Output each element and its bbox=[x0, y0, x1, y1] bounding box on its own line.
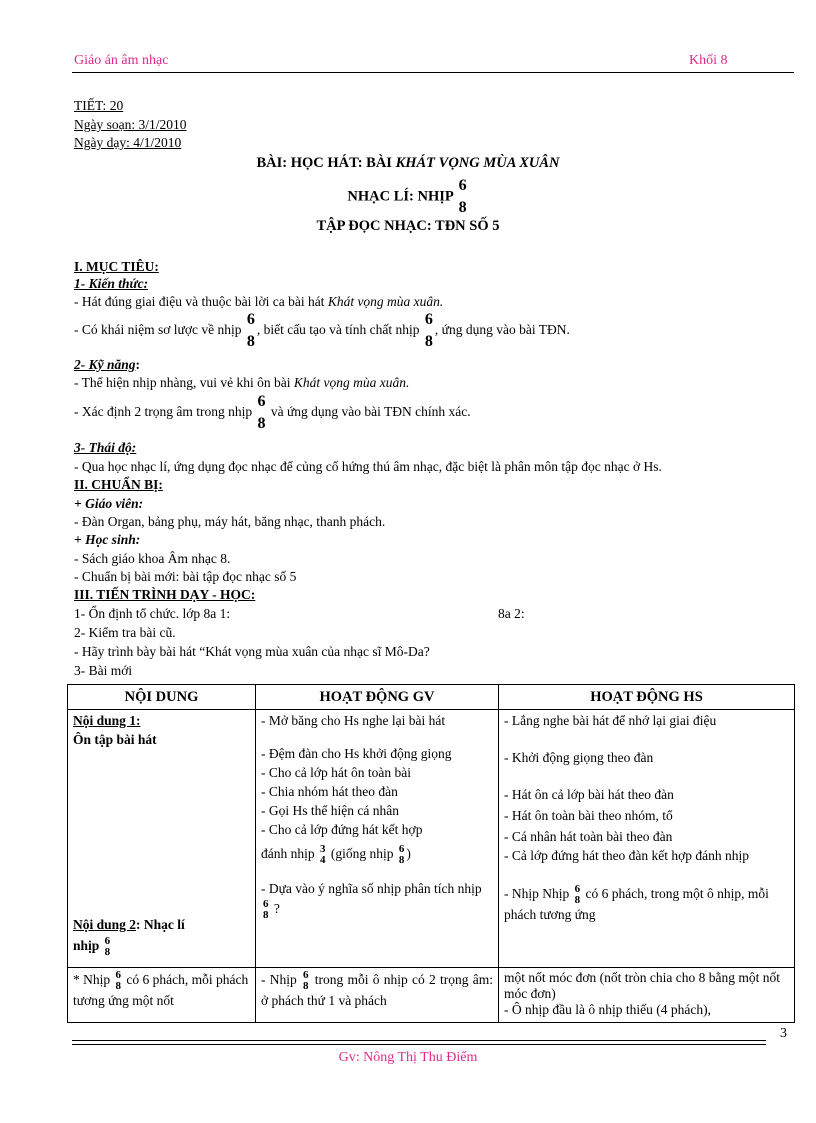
teacher-step: - Dựa vào ý nghĩa số nhịp phân tích nhịp 6 8 ? bbox=[261, 880, 482, 921]
prep-date: Ngày soạn: 3/1/2010 bbox=[74, 117, 187, 132]
time-signature-6-8: 6 8 bbox=[246, 311, 255, 350]
header-divider bbox=[72, 72, 794, 73]
student-heading: + Học sinh: bbox=[74, 532, 141, 547]
table-row bbox=[68, 968, 795, 1023]
title-line2 bbox=[0, 178, 816, 216]
header-grade: Khối 8 bbox=[689, 53, 728, 68]
step-1-class-b: 8a 2: bbox=[498, 606, 525, 621]
col-header-student: HOẠT ĐỘNG HS bbox=[499, 685, 795, 710]
section1-heading: I. MỤC TIÊU: bbox=[74, 259, 159, 274]
title-line3: TẬP ĐỌC NHẠC: TĐN SỐ 5 bbox=[316, 218, 500, 234]
content-2-nhip: nhịp 6 8 bbox=[73, 935, 111, 959]
content-1-title: Nội dung 1: bbox=[73, 713, 141, 729]
time-signature-6-8: 6 8 bbox=[257, 393, 266, 432]
teacher-step: - Chia nhóm hát theo đàn bbox=[261, 783, 398, 799]
student-step: - Cả lớp đứng hát theo đàn kết hợp đánh nhịp bbox=[504, 847, 750, 863]
teacher-item-1: - Đàn Organ, bảng phụ, máy hát, băng nhạc, thanh phách. bbox=[74, 514, 386, 529]
lesson-plan-table bbox=[67, 684, 795, 1023]
col-header-content: NỘI DUNG bbox=[68, 685, 256, 710]
step-3: 3- Bài mới bbox=[74, 663, 133, 678]
teacher-cell bbox=[256, 710, 499, 968]
step-1: 1- Ổn định tổ chức. lớp 8a 1: bbox=[74, 606, 231, 621]
student-step: - Ô nhịp đầu là ô nhịp thiếu (4 phách), bbox=[504, 1002, 711, 1018]
knowledge-heading: 1- Kiến thức: bbox=[74, 276, 149, 291]
teacher-heading: + Giáo viên: bbox=[74, 496, 144, 511]
teacher-step: - Cho cả lớp hát ôn toàn bài bbox=[261, 765, 411, 781]
knowledge-item-1: - Hát đúng giai điệu và thuộc bài lời ca bài hát Khát vọng mùa xuân. bbox=[74, 294, 444, 309]
teach-date: Ngày dạy: 4/1/2010 bbox=[74, 135, 182, 150]
title-line1 bbox=[0, 155, 816, 172]
title-song: KHÁT VỌNG MÙA XUÂN bbox=[395, 155, 560, 171]
footer-author: Gv: Nông Thị Thu Điểm bbox=[338, 1050, 478, 1065]
table-row bbox=[68, 710, 795, 968]
teacher-step: - Cho cả lớp đứng hát kết hợp bbox=[261, 821, 423, 837]
knowledge-item-2: - Có khái niệm sơ lược về nhịp 6 8 , biết cấu tạo và tính chất nhịp 6 8 , ứng dụng vào bài TĐN. bbox=[74, 311, 570, 350]
teacher-step: đánh nhịp 3 4 (giống nhịp 6 8 ) bbox=[261, 842, 411, 866]
content-cell: * Nhịp 6 8 có 6 phách, mỗi phách tương ứng một nốt bbox=[68, 968, 256, 1023]
time-signature-6-8: 6 8 bbox=[458, 177, 467, 216]
student-step: - Khởi động giọng theo đàn bbox=[504, 750, 654, 766]
step-2-question: - Hãy trình bày bài hát “Khát vọng mùa xuân của nhạc sĩ Mô-Da? bbox=[74, 644, 430, 659]
student-step: - Cá nhân hát toàn bài theo đàn bbox=[504, 828, 673, 844]
content-cell bbox=[68, 710, 256, 968]
student-step: - Nhịp Nhịp 6 8 có 6 phách, trong một ô nhịp, mỗi phách tương ứng bbox=[504, 882, 769, 922]
header-subject: Giáo án âm nhạc bbox=[74, 53, 169, 68]
lesson-number: TIẾT: 20 bbox=[74, 98, 124, 113]
col-header-teacher: HOẠT ĐỘNG GV bbox=[256, 685, 499, 710]
time-signature-6-8: 6 8 bbox=[104, 935, 111, 959]
section3-heading: III. TIẾN TRÌNH DẠY - HỌC: bbox=[74, 587, 256, 602]
time-signature-6-8: 6 8 bbox=[398, 842, 405, 866]
teacher-step: - Đệm đàn cho Hs khởi động giọng bbox=[261, 746, 452, 762]
title-theory: NHẠC LÍ: NHỊP bbox=[347, 188, 453, 205]
skills-item-2: - Xác định 2 trọng âm trong nhịp 6 8 và ứng dụng vào bài TĐN chính xác. bbox=[74, 393, 471, 432]
content-2-title: Nội dung 2: Nhạc lí bbox=[73, 917, 185, 933]
content-1-subtitle: Ôn tập bài hát bbox=[73, 732, 157, 748]
skills-heading: 2- Kỹ năng: bbox=[74, 357, 141, 372]
student-cell bbox=[499, 968, 795, 1023]
time-signature-6-8: 6 8 bbox=[115, 969, 121, 993]
time-signature-6-8: 6 8 bbox=[263, 897, 269, 921]
footer-divider bbox=[72, 1044, 766, 1045]
attitude-heading: 3- Thái độ: bbox=[74, 440, 137, 455]
student-step: - Lắng nghe bài hát để nhớ lại giai điệu bbox=[504, 713, 717, 729]
title-prefix: BÀI: HỌC HÁT: BÀI bbox=[256, 155, 396, 171]
teacher-step: - Gọi Hs thể hiện cá nhân bbox=[261, 802, 399, 818]
footer-divider bbox=[72, 1040, 766, 1041]
student-step: một nốt móc đơn (nốt tròn chia cho 8 bằng một nốt móc đơn) bbox=[504, 970, 780, 1001]
section2-heading: II. CHUẨN BỊ: bbox=[74, 477, 163, 492]
student-item-2: - Chuẩn bị bài mới: bài tập đọc nhạc số 5 bbox=[74, 569, 297, 584]
table-header-row bbox=[68, 685, 795, 710]
step-2: 2- Kiểm tra bài cũ. bbox=[74, 625, 176, 640]
student-step: - Hát ôn cả lớp bài hát theo đàn bbox=[504, 787, 674, 803]
teacher-step: - Mở băng cho Hs nghe lại bài hát bbox=[261, 713, 446, 729]
time-signature-3-4: 3 4 bbox=[320, 842, 326, 866]
student-item-1: - Sách giáo khoa Âm nhạc 8. bbox=[74, 551, 231, 566]
time-signature-6-8: 6 8 bbox=[574, 882, 581, 906]
teacher-cell: - Nhịp 6 8 trong mỗi ô nhịp có 2 trọng âm: ở phách thứ 1 và phách bbox=[256, 968, 499, 1023]
time-signature-6-8: 6 8 bbox=[303, 969, 309, 993]
student-cell bbox=[499, 710, 795, 968]
attitude-item-1: - Qua học nhạc lí, ứng dụng đọc nhạc để củng cố hứng thú âm nhạc, đặc biệt là phân môn tập đọc nhạc ở Hs. bbox=[74, 459, 662, 474]
student-step: - Hát ôn toàn bài theo nhóm, tổ bbox=[504, 807, 673, 823]
page-number: 3 bbox=[780, 1026, 787, 1041]
time-signature-6-8: 6 8 bbox=[424, 311, 433, 350]
skills-item-1: - Thể hiện nhịp nhàng, vui vẻ khi ôn bài Khát vọng mùa xuân. bbox=[74, 375, 410, 390]
